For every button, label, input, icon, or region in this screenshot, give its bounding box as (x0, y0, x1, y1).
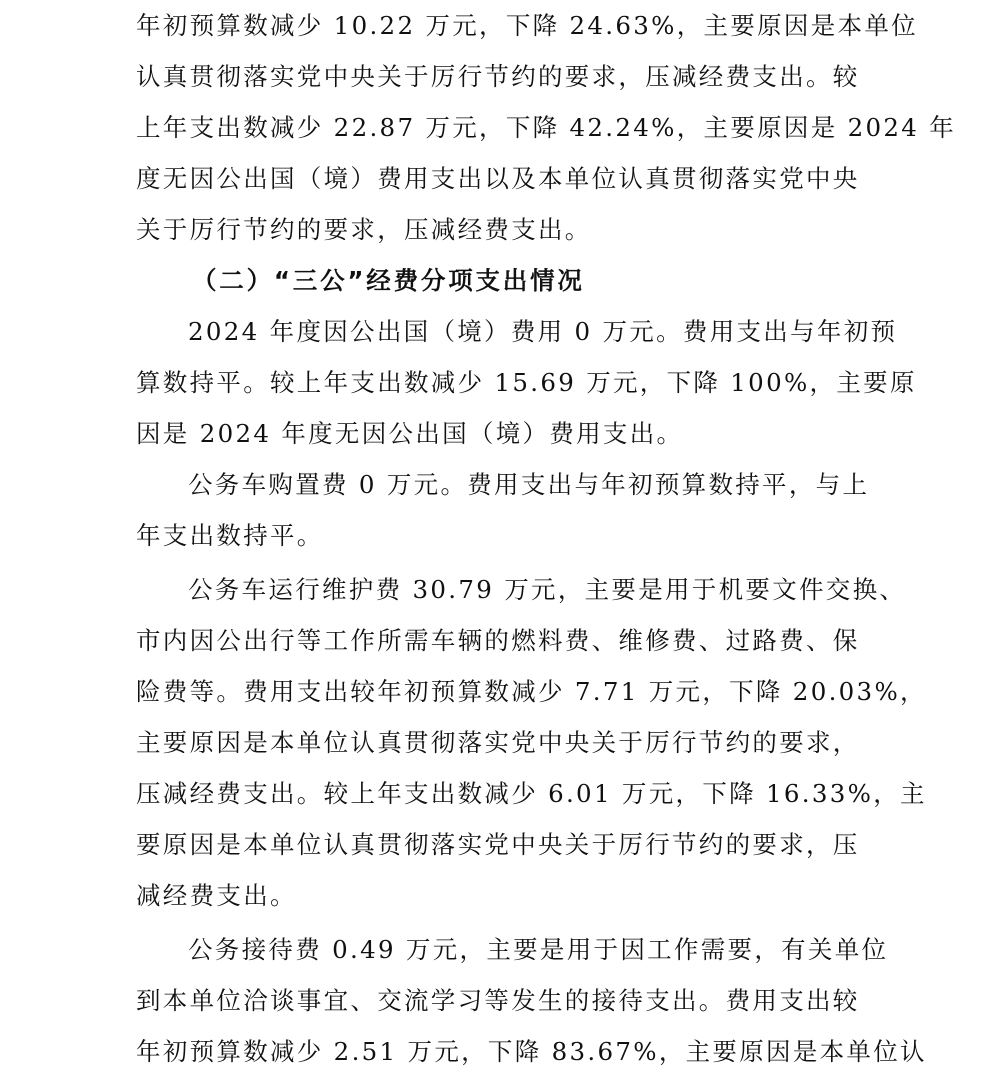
text-line: 公务车购置费 0 万元。费用支出与年初预算数持平，与上 (188, 470, 870, 499)
text-line: 度无因公出国（境）费用支出以及本单位认真贯彻落实党中央 (136, 164, 860, 193)
text-line: 主要原因是本单位认真贯彻落实党中央关于厉行节约的要求， (136, 728, 860, 757)
text-line: 2024 年度因公出国（境）费用 0 万元。费用支出与年初预 (188, 317, 898, 346)
paragraph-reception-expense (136, 924, 927, 1077)
paragraph-intro-continuation (136, 0, 957, 255)
text-line: 市内因公出行等工作所需车辆的燃料费、维修费、过路费、保 (136, 626, 860, 655)
text-line: 险费等。费用支出较年初预算数减少 7.71 万元，下降 20.03%， (136, 677, 927, 706)
text-line: 算数持平。较上年支出数减少 15.69 万元，下降 100%，主要原 (136, 368, 917, 397)
text-line: 年初预算数减少 10.22 万元，下降 24.63%，主要原因是本单位 (136, 11, 918, 40)
text-line: 年支出数持平。 (136, 521, 324, 550)
text-line: 公务接待费 0.49 万元，主要是用于因工作需要，有关单位 (188, 935, 889, 964)
text-line: 因是 2024 年度无因公出国（境）费用支出。 (136, 419, 684, 448)
text-line: 到本单位洽谈事宜、交流学习等发生的接待支出。费用支出较 (136, 986, 860, 1015)
text-line: 年初预算数减少 2.51 万元，下降 83.67%，主要原因是本单位认 (136, 1037, 927, 1066)
text-line: 关于厉行节约的要求，压减经费支出。 (136, 215, 592, 244)
text-line: 要原因是本单位认真贯彻落实党中央关于厉行节约的要求，压 (136, 830, 860, 859)
text-line: 压减经费支出。较上年支出数减少 6.01 万元，下降 16.33%，主 (136, 779, 927, 808)
text-line: 上年支出数减少 22.87 万元，下降 42.24%，主要原因是 2024 年 (136, 113, 957, 142)
text-line: 公务车运行维护费 30.79 万元，主要是用于机要文件交换、 (188, 575, 907, 604)
paragraph-vehicle-maintenance (136, 564, 927, 921)
text-line: 认真贯彻落实党中央关于厉行节约的要求，压减经费支出。较 (136, 62, 860, 91)
section-heading: （二）“三公”经费分项支出情况 (192, 266, 585, 295)
paragraph-abroad-expense (136, 306, 917, 459)
document-page (136, 0, 957, 1077)
paragraph-vehicle-purchase (136, 459, 876, 561)
text-line: 减经费支出。 (136, 881, 297, 910)
